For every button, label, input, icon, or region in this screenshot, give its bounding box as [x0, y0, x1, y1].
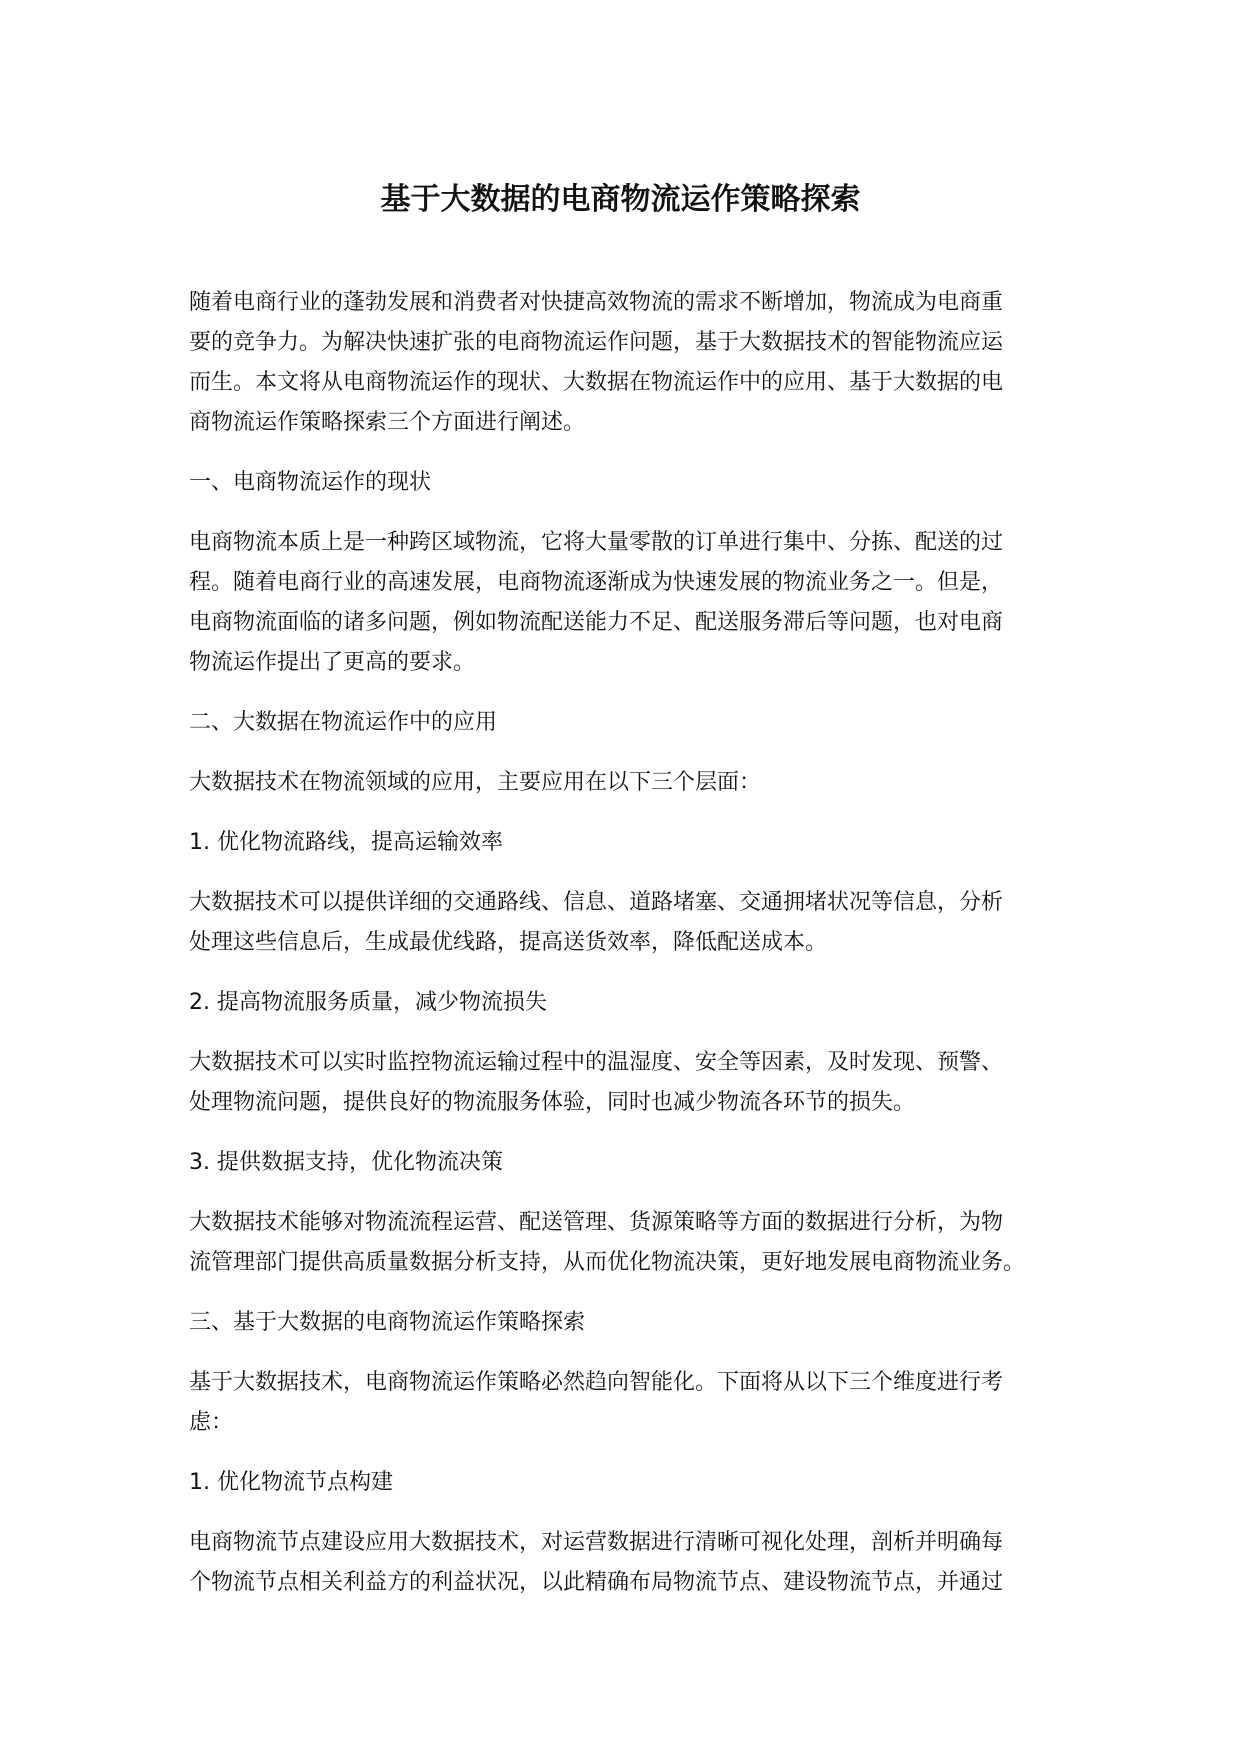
text-line: 随着电商行业的蓬勃发展和消费者对快捷高效物流的需求不断增加，物流成为电商重	[189, 290, 1004, 315]
text-line: 而生。本文将从电商物流运作的现状、大数据在物流运作中的应用、基于大数据的电	[189, 370, 1004, 395]
paragraph	[189, 883, 1069, 963]
paragraph	[189, 1203, 1069, 1283]
text-line: 1. 优化物流节点构建	[189, 1470, 393, 1495]
section-line	[189, 983, 1069, 1023]
text-line: 要的竞争力。为解决快速扩张的电商物流运作问题，基于大数据技术的智能物流应运	[189, 330, 1004, 355]
text-line: 大数据技术可以提供详细的交通路线、信息、道路堵塞、交通拥堵状况等信息，分析	[189, 890, 1004, 915]
text-line: 商物流运作策略探索三个方面进行阐述。	[189, 410, 586, 435]
paragraph	[189, 1523, 1069, 1603]
text-line: 大数据技术能够对物流流程运营、配送管理、货源策略等方面的数据进行分析，为物	[189, 1210, 1004, 1235]
text-line: 二、大数据在物流运作中的应用	[189, 710, 498, 735]
text-line: 1. 优化物流路线，提高运输效率	[189, 830, 503, 855]
text-line: 程。随着电商行业的高速发展，电商物流逐渐成为快速发展的物流业务之一。但是，	[189, 570, 1004, 595]
text-line: 2. 提高物流服务质量，减少物流损失	[189, 990, 547, 1015]
section-line	[189, 463, 1069, 503]
text-line: 电商物流面临的诸多问题，例如物流配送能力不足、配送服务滞后等问题，也对电商	[189, 610, 1004, 635]
text-line: 电商物流本质上是一种跨区域物流，它将大量零散的订单进行集中、分拣、配送的过	[189, 530, 1004, 555]
section-line	[189, 1463, 1069, 1503]
paragraph	[189, 1043, 1069, 1123]
text-line: 大数据技术可以实时监控物流运输过程中的温湿度、安全等因素，及时发现、预警、	[189, 1050, 1004, 1075]
paragraph	[189, 523, 1069, 683]
paragraph	[189, 1363, 1069, 1443]
text-line: 三、基于大数据的电商物流运作策略探索	[189, 1310, 586, 1335]
text-line: 基于大数据技术，电商物流运作策略必然趋向智能化。下面将从以下三个维度进行考	[189, 1370, 1004, 1395]
paragraph	[189, 283, 1069, 443]
text-line: 流管理部门提供高质量数据分析支持，从而优化物流决策，更好地发展电商物流业务。	[189, 1250, 1026, 1275]
text-line: 3. 提供数据支持，优化物流决策	[189, 1150, 503, 1175]
text-line: 处理物流问题，提供良好的物流服务体验，同时也减少物流各环节的损失。	[189, 1090, 916, 1115]
text-line: 虑：	[189, 1410, 234, 1435]
document-title: 基于大数据的电商物流运作策略探索	[380, 182, 861, 217]
text-line: 大数据技术在物流领域的应用，主要应用在以下三个层面：	[189, 770, 762, 795]
section-line	[189, 763, 1069, 803]
section-line	[189, 703, 1069, 743]
text-line: 物流运作提出了更高的要求。	[189, 650, 476, 675]
section-line	[189, 1303, 1069, 1343]
section-line	[189, 823, 1069, 863]
text-line: 个物流节点相关利益方的利益状况，以此精确布局物流节点、建设物流节点，并通过	[189, 1570, 1004, 1595]
text-line: 处理这些信息后，生成最优线路，提高送货效率，降低配送成本。	[189, 930, 828, 955]
document-body	[189, 283, 1069, 1623]
text-line: 一、电商物流运作的现状	[189, 470, 432, 495]
text-line: 电商物流节点建设应用大数据技术，对运营数据进行清晰可视化处理，剖析并明确每	[189, 1530, 1004, 1555]
section-line	[189, 1143, 1069, 1183]
